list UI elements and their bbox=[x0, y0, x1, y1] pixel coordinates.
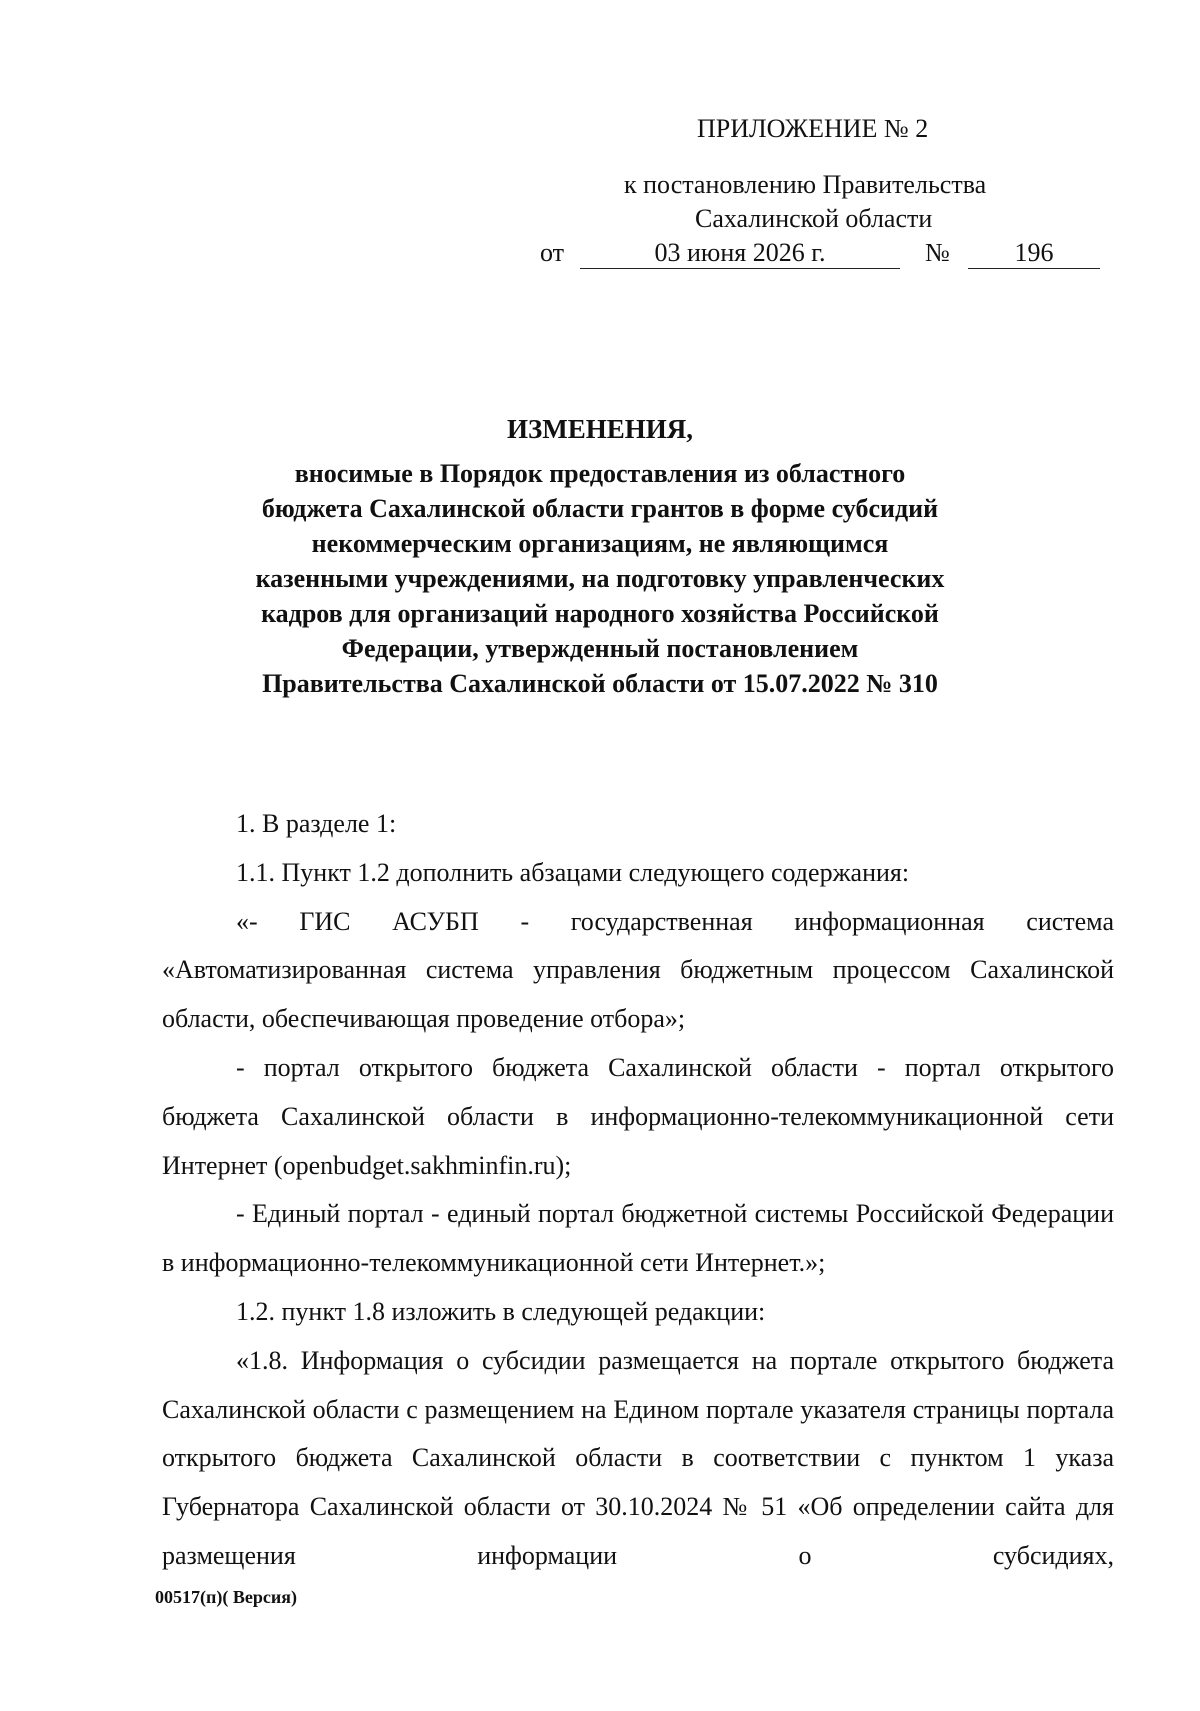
appendix-resolution-line: к постановлению Правительства bbox=[624, 170, 987, 199]
document-subtitle: вносимые в Порядок предоставления из областного бюджета Сахалинской области грантов в форме субсидий некоммерческим организациям, не являющимся казенными учреждениями, на подготовку управленческих кадров для организаций народного хозяйства Российской Федерации, утвержденный постановлением Правительства Сахалинской области от 15.07.2022 № 310 bbox=[255, 459, 945, 698]
appendix-region-line: Сахалинской области bbox=[695, 204, 933, 233]
number-label: № bbox=[925, 238, 950, 267]
paragraph: «1.8. Информация о субсидии размещается на портале открытого бюджета Сахалинской области с размещением на Едином портале указателя страницы портала открытого бюджета Сахалинской области в соответствии с пунктом 1 указа Губернатора Сахалинской области от 30.10.2024 № 51 «Об определении сайта для размещения информации о субсидиях, bbox=[162, 1345, 1114, 1570]
paragraph: - Единый портал - единый портал бюджетной системы Российской Федерации в информационно-телекоммуникационной сети Интернет.»; bbox=[162, 1199, 1114, 1278]
appendix-title: ПРИЛОЖЕНИЕ № 2 bbox=[697, 114, 929, 143]
paragraph: - портал открытого бюджета Сахалинской области - портал открытого бюджета Сахалинской области в информационно-телекоммуникационной сети Интернет (openbudget.sakhminfin.ru); bbox=[162, 1052, 1114, 1180]
paragraph: 1.1. Пункт 1.2 дополнить абзацами следующего содержания: bbox=[236, 857, 910, 887]
footer-code: 00517(п)( Версия) bbox=[155, 1587, 297, 1607]
paragraph: 1.2. пункт 1.8 изложить в следующей редакции: bbox=[236, 1296, 766, 1326]
paragraph: «- ГИС АСУБП - государственная информационная система «Автоматизированная система управления бюджетным процессом Сахалинской области, обеспечивающая проведение отбора»; bbox=[162, 906, 1114, 1034]
resolution-date: 03 июня 2026 г. bbox=[580, 236, 900, 269]
from-label: от bbox=[540, 238, 565, 267]
paragraph: 1. В разделе 1: bbox=[236, 809, 397, 838]
document-body bbox=[162, 800, 1114, 1581]
document-title: ИЗМЕНЕНИЯ, bbox=[506, 414, 693, 444]
appendix-date-number-row bbox=[540, 236, 1100, 270]
resolution-number: 196 bbox=[968, 236, 1100, 269]
